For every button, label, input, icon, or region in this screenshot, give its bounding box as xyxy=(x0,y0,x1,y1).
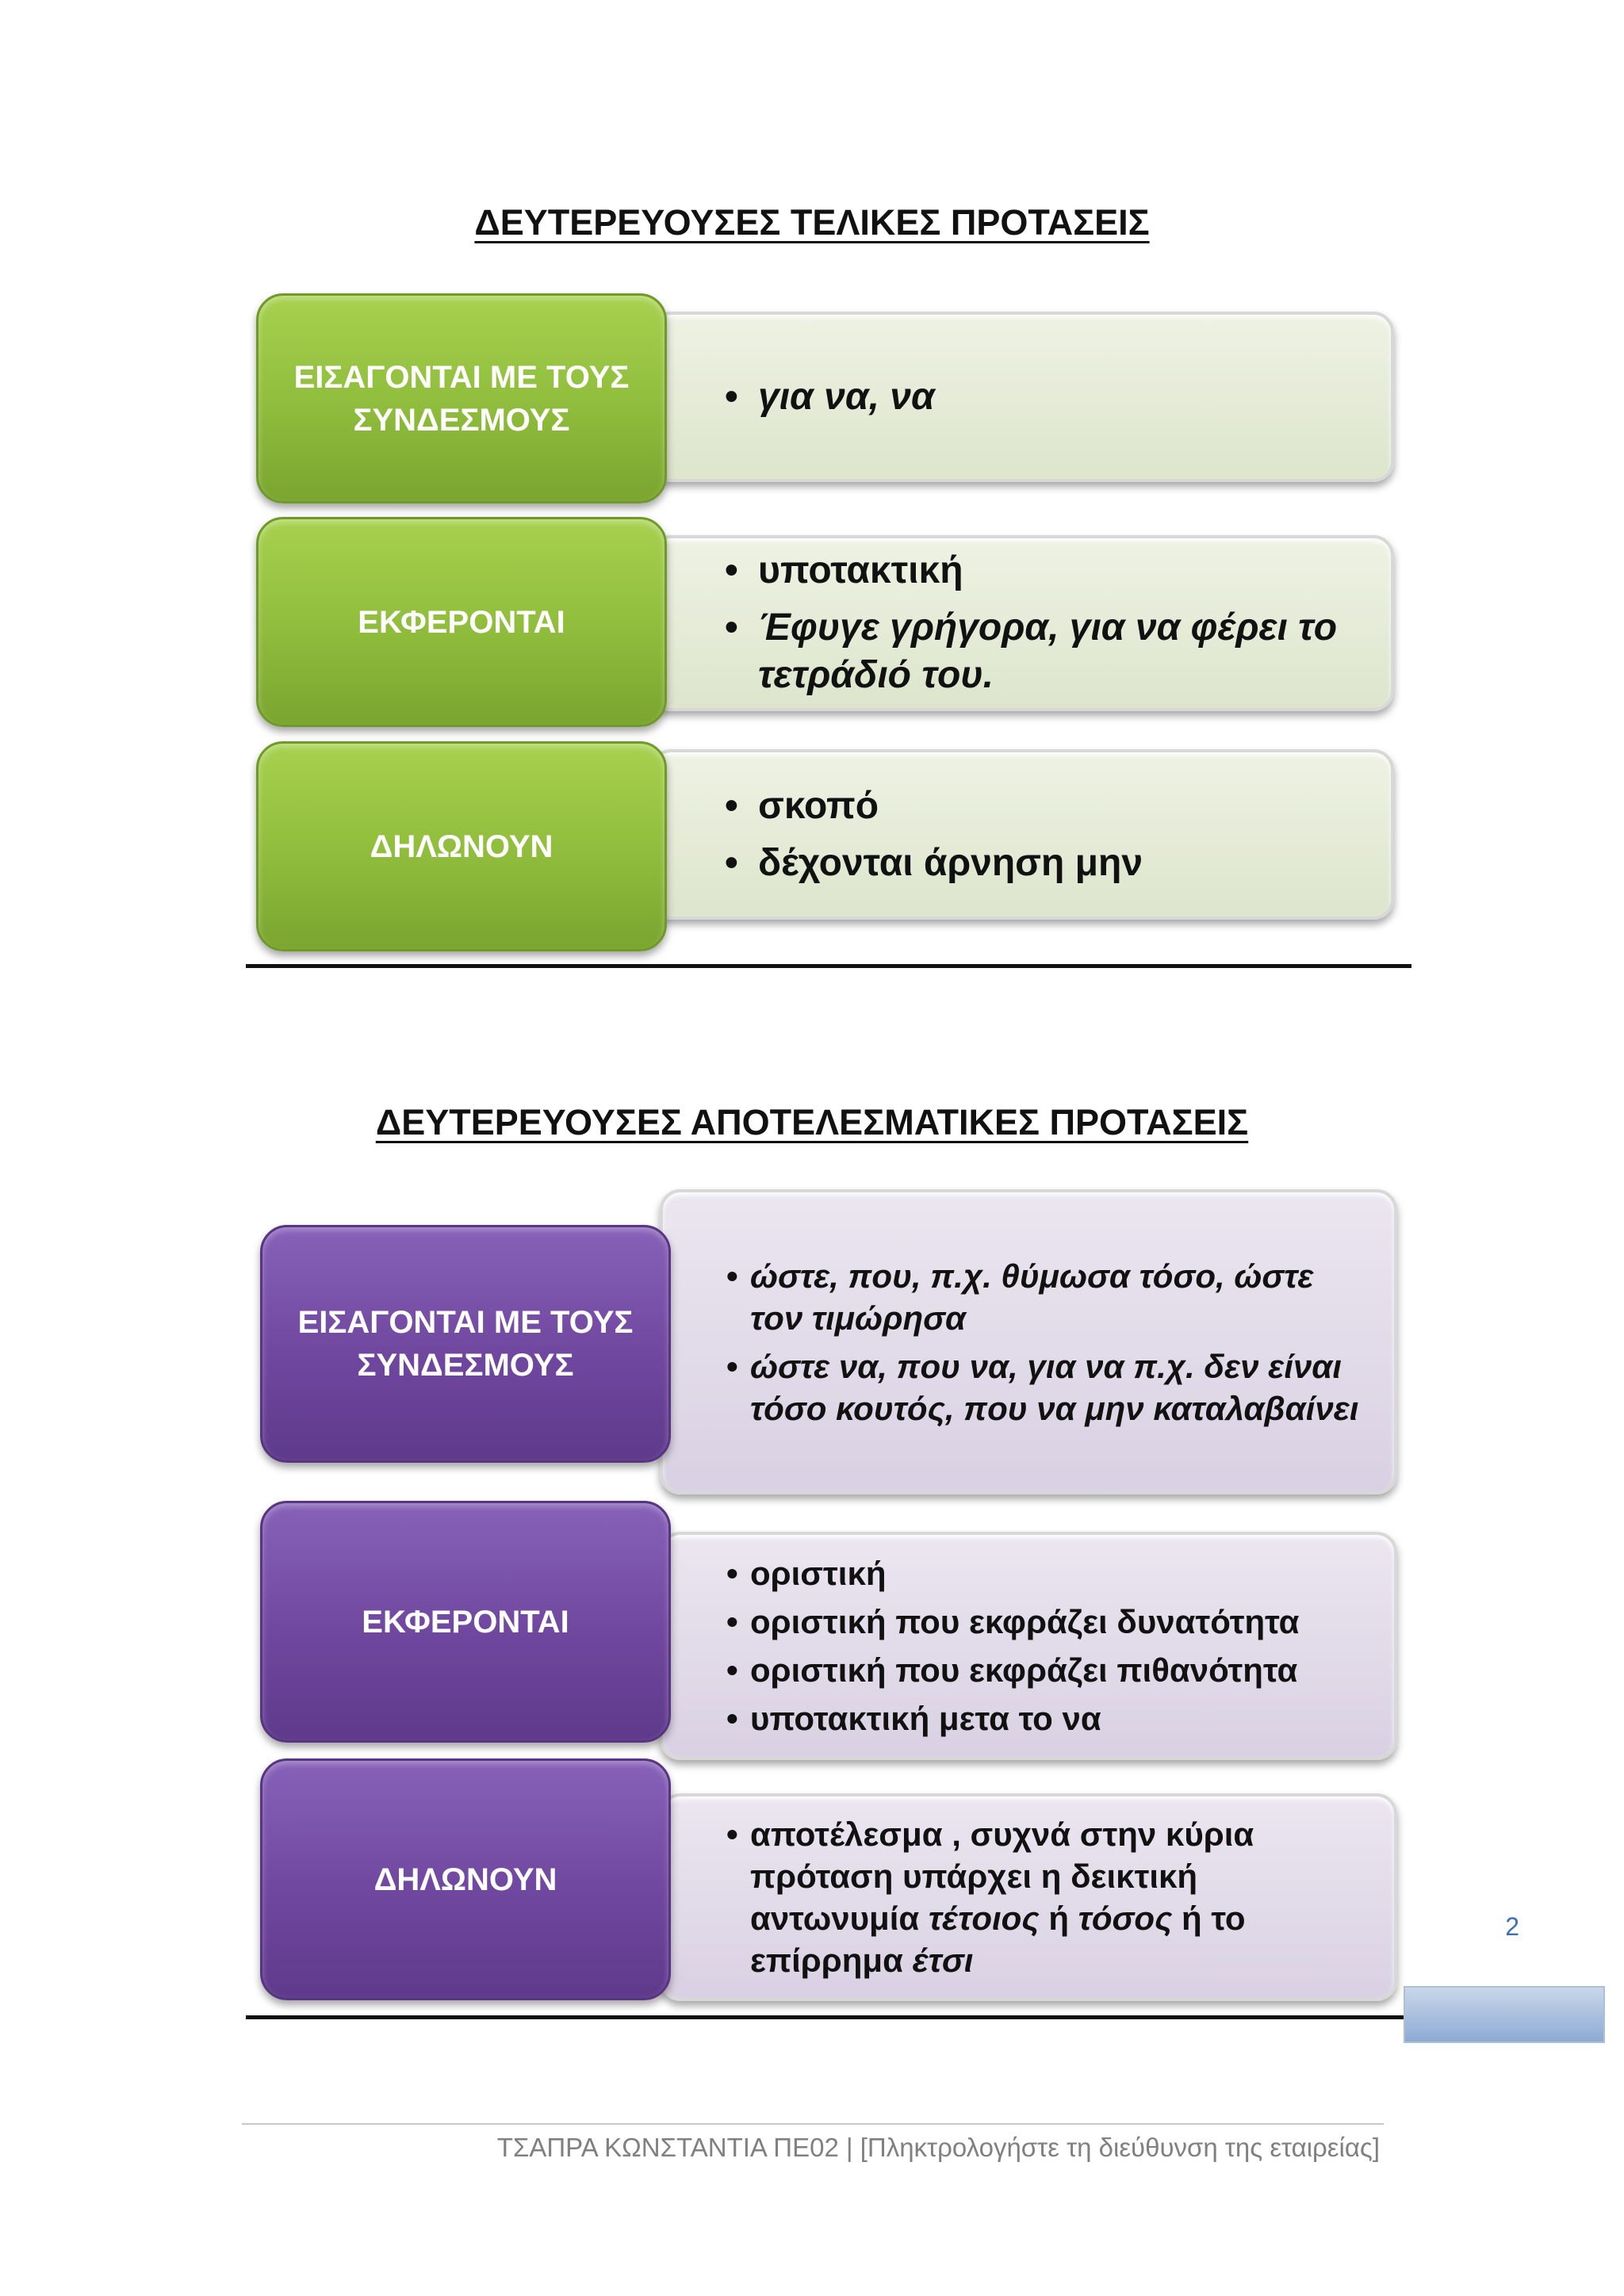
s2-row-2-label: ΕΚΦΕΡΟΝΤΑΙ xyxy=(260,1501,671,1743)
page-number: 2 xyxy=(1505,1912,1519,1941)
s1-row-1-item-1: • για να, να xyxy=(725,373,1391,421)
s1-row-3-label: ΔΗΛΩΝΟΥΝ xyxy=(256,741,667,951)
s2-row-3-item-1: • αποτέλεσμα , συχνά στην κύρια πρόταση υπάρχει η δεικτική αντωνυμία τέτοιος ή τόσος ή το επίρρημα έτσι xyxy=(726,1813,1369,1981)
s2-row-3-label: ΔΗΛΩΝΟΥΝ xyxy=(260,1758,671,2000)
s2-row-1-item-1: • ώστε, που, π.χ. θύμωσα τόσο, ώστε τον τιμώρησα xyxy=(726,1255,1369,1339)
s2-row-1-item-2: • ώστε να, που να, για να π.χ. δεν είναι τόσο κουτός, που να μην καταλαβαίνει xyxy=(726,1345,1369,1429)
page-number-tab xyxy=(1404,1986,1605,2043)
s1-row-1-content xyxy=(650,312,1394,482)
section-1-title: ΔΕΥΤΕΡΕΥΟΥΣΕΣ ΤΕΛΙΚΕΣ ΠΡΟΤΑΣΕΙΣ xyxy=(474,202,1150,243)
section-2-title: ΔΕΥΤΕΡΕΥΟΥΣΕΣ ΑΠΟΤΕΛΕΣΜΑΤΙΚΕΣ ΠΡΟΤΑΣΕΙΣ xyxy=(375,1102,1249,1142)
section-1-divider xyxy=(246,964,1411,968)
footer-divider xyxy=(242,2123,1384,2125)
s1-row-3-item-1: • σκοπό xyxy=(725,783,1391,830)
s2-row-2-item-2: • οριστική που εκφράζει δυνατότητα xyxy=(726,1601,1394,1643)
s2-row-3-content xyxy=(660,1793,1397,2001)
s2-row-2-content xyxy=(660,1532,1397,1760)
s2-row-1-content xyxy=(660,1189,1397,1494)
s2-row-2-item-4: • υποτακτική μετα το να xyxy=(726,1697,1394,1739)
footer-text: ΤΣΑΠΡΑ ΚΩΝΣΤΑΝΤΙΑ ΠΕ02 | [Πληκτρολογήστε τη διεύθυνση της εταιρείας] xyxy=(496,2133,1380,2162)
s1-row-1-label: ΕΙΣΑΓΟΝΤΑΙ ΜΕ ΤΟΥΣ ΣΥΝΔΕΣΜΟΥΣ xyxy=(256,293,667,503)
s1-row-2-label: ΕΚΦΕΡΟΝΤΑΙ xyxy=(256,517,667,727)
s2-row-2-item-3: • οριστική που εκφράζει πιθανότητα xyxy=(726,1649,1394,1691)
s1-row-2-item-2: • Έφυγε γρήγορα, για να φέρει το τετράδιό του. xyxy=(725,604,1361,699)
s1-row-2-item-1: • υποτακτική xyxy=(725,547,1391,595)
section-2-divider xyxy=(246,2015,1418,2019)
s2-row-2-item-1: • οριστική xyxy=(726,1552,1394,1594)
s1-row-2-content xyxy=(650,535,1394,711)
s1-row-3-item-2: • δέχονται άρνηση μην xyxy=(725,840,1391,887)
s2-row-1-label: ΕΙΣΑΓΟΝΤΑΙ ΜΕ ΤΟΥΣ ΣΥΝΔΕΣΜΟΥΣ xyxy=(260,1225,671,1463)
s1-row-3-content xyxy=(650,749,1394,920)
